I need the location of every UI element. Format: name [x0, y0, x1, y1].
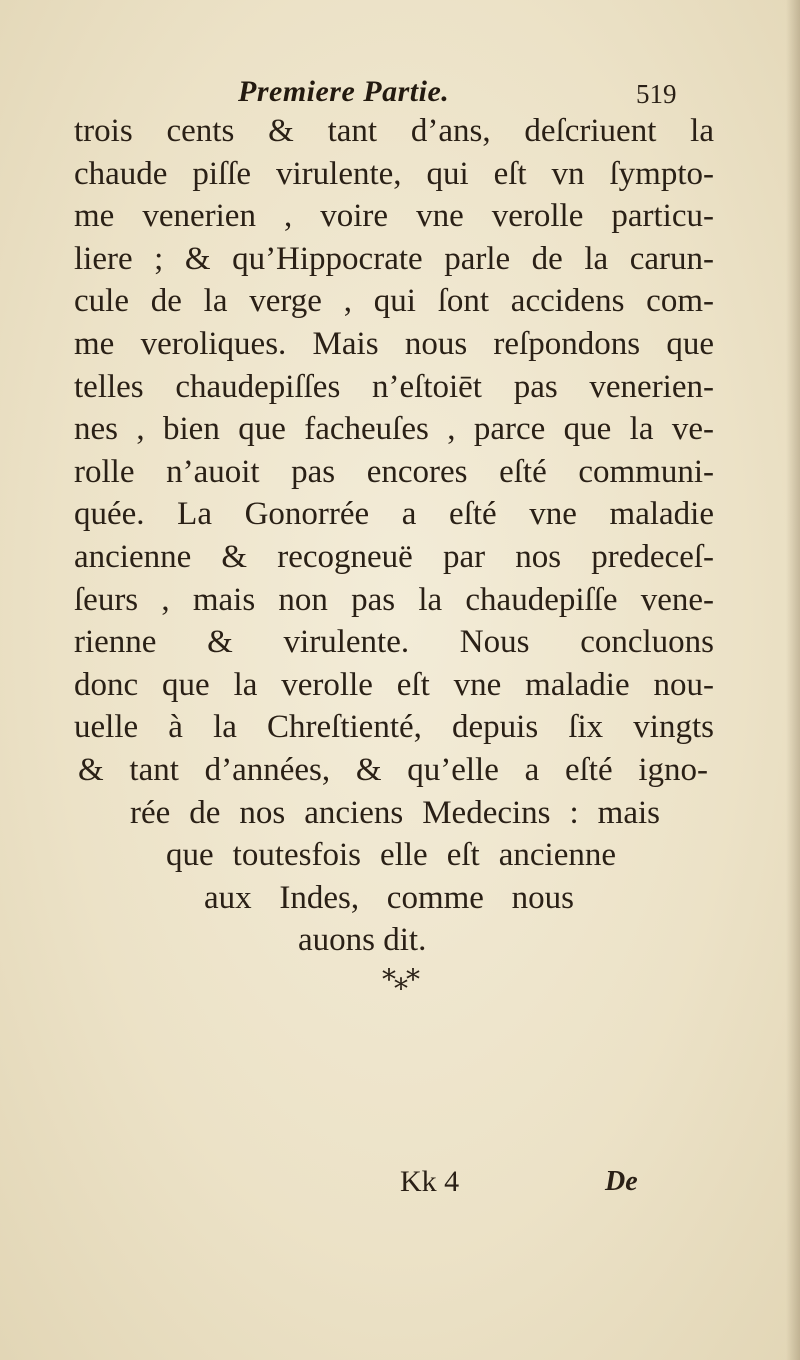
text-line: rée de nos anciens Medecins : mais	[130, 794, 660, 831]
text-line: liere ; & qu’Hippocrate parle de la carun-	[74, 240, 714, 277]
text-line: trois cents & tant d’ans, deſcriuent la	[74, 113, 714, 149]
running-title: Premiere Partie.	[238, 75, 450, 108]
text-line: rolle n’auoit pas encores eſté communi-	[74, 453, 714, 490]
text-line: ancienne & recogneuë par nos predeceſ-	[74, 538, 714, 575]
page-header	[0, 72, 800, 112]
text-line: cule de la verge , qui ſont accidens com-	[74, 283, 714, 320]
text-line: telles chaudepiſſes n’eſtoiēt pas venerien-	[74, 368, 714, 405]
text-line: nes , bien que facheuſes , parce que la ve-	[74, 411, 714, 448]
text-line: aux Indes, comme nous	[204, 879, 574, 916]
text-line: que toutesfois elle eſt ancienne	[166, 837, 616, 874]
text-line: chaude piſſe virulente, qui eſt vn ſympto-	[74, 155, 714, 192]
text-line: donc que la verolle eſt vne maladie nou-	[74, 666, 714, 703]
text-line: me venerien , voire vne verolle particu-	[74, 198, 714, 235]
text-line: me veroliques. Mais nous reſpondons que	[74, 325, 714, 362]
body-text	[74, 110, 714, 962]
text-line: uelle à la Chreſtienté, depuis ſix vingts	[74, 709, 714, 746]
text-line: auons dit.	[298, 922, 427, 959]
text-line: & tant d’années, & qu’elle a eſté igno-	[78, 751, 708, 788]
ornament-asterism: *⁎*	[382, 963, 418, 996]
page-number: 519	[636, 79, 677, 109]
signature-mark: Kk 4	[400, 1165, 460, 1198]
text-line: rienne & virulente. Nous concluons	[74, 624, 714, 661]
page-footer	[0, 1162, 800, 1202]
text-line: ſeurs , mais non pas la chaudepiſſe vene-	[74, 581, 714, 618]
catchword: De	[605, 1166, 638, 1197]
text-line: quée. La Gonorrée a eſté vne maladie	[74, 496, 714, 533]
